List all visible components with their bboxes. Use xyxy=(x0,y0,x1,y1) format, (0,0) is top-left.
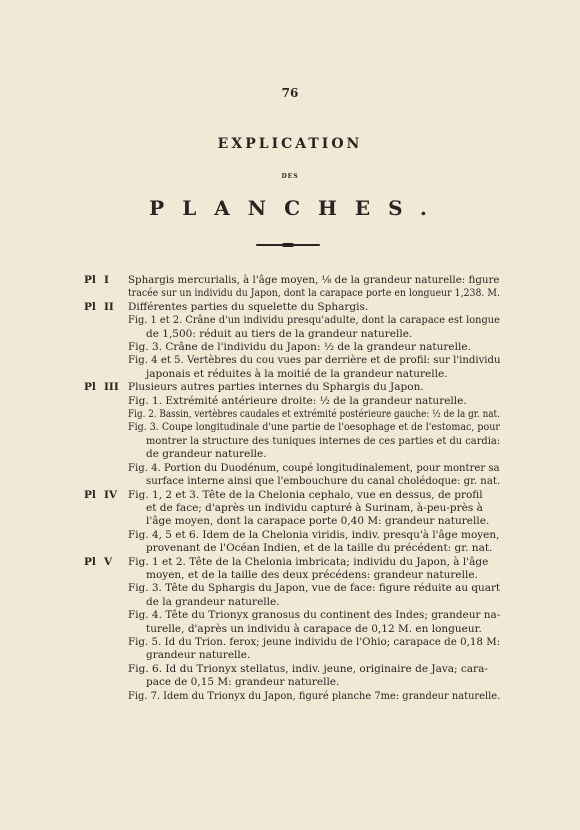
plate-label: Pl xyxy=(84,300,96,313)
heading-des: DES xyxy=(281,173,299,180)
plate-number: III xyxy=(104,381,119,394)
heading-planches: PLANCHES. xyxy=(149,196,445,220)
entry-line xyxy=(0,421,580,434)
entry-text: turelle, d'après un individu à carapace de 0,12 M. en longueur. xyxy=(146,622,482,635)
entry-text: Fig. 4. Tête du Trionyx granosus du continent des Indes; grandeur na- xyxy=(128,609,501,622)
entry-line xyxy=(0,690,580,703)
entry-line xyxy=(0,489,580,502)
entry-text: Fig. 3. Coupe longitudinale d'une partie de l'oesophage et de l'estomac, pour xyxy=(128,421,500,434)
entry-line xyxy=(0,663,580,676)
entry-text: moyen, et de la taille des deux précédens: grandeur naturelle. xyxy=(146,568,478,581)
entry-line xyxy=(0,515,580,528)
plate-number: V xyxy=(104,555,113,568)
entry-line xyxy=(0,354,580,367)
entry-line xyxy=(0,314,580,327)
entry-line xyxy=(0,475,580,488)
entry-text: Fig. 5. Id du Trion. ferox; jeune individu de l'Ohio; carapace de 0,18 M: xyxy=(128,635,501,648)
entry-text: grandeur naturelle. xyxy=(146,649,251,662)
entry-text: japonais et réduites à la moitié de la grandeur naturelle. xyxy=(146,367,448,380)
entry-text: de 1,500: réduit au tiers de la grandeur naturelle. xyxy=(146,327,413,340)
entry-line xyxy=(0,676,580,689)
entry-text: et de face; d'après un individu capturé à Surinam, à-peu-près à xyxy=(146,501,483,514)
entry-text: montrer la structure des tuniques internes de ces parties et du cardia: xyxy=(146,434,501,447)
entry-text: l'âge moyen, dont la carapace porte 0,40 M: grandeur naturelle. xyxy=(146,515,490,528)
entry-text: Fig. 1, 2 et 3. Tête de la Chelonia cephalo, vue en dessus, de profil xyxy=(128,488,483,501)
plate-number: I xyxy=(104,274,109,286)
plate-number: IV xyxy=(104,488,118,501)
entry-text: Fig. 2. Bassin, vertèbres caudales et extrémité postérieure gauche: ½ de la gr. nat. xyxy=(128,408,500,421)
entry-text: Différentes parties du squelette du Sphargis. xyxy=(128,300,369,313)
entry-text: Fig. 7. Idem du Trionyx du Japon, figuré planche 7me: grandeur naturelle. xyxy=(128,689,501,702)
plate-label: Pl xyxy=(84,488,96,501)
ornamental-rule xyxy=(256,244,320,246)
plate-label: Pl xyxy=(84,555,96,568)
entry-line xyxy=(0,502,580,515)
entry-text: de grandeur naturelle. xyxy=(146,448,267,461)
entry-line xyxy=(0,341,580,354)
heading-explication: EXPLICATION xyxy=(217,136,363,152)
entry-line xyxy=(0,395,580,408)
entry-text: Fig. 4, 5 et 6. Idem de la Chelonia viridis, indiv. presqu'à l'âge moyen, xyxy=(128,528,500,541)
entry-line xyxy=(0,556,580,569)
plate-number: II xyxy=(104,300,114,313)
entry-line xyxy=(0,328,580,341)
entry-text: Fig. 3. Tête du Sphargis du Japon, vue de face: figure réduite au quart xyxy=(128,582,501,595)
entry-line xyxy=(0,582,580,595)
entry-line xyxy=(0,596,580,609)
entry-text: Fig. 6. Id du Trionyx stellatus, indiv. jeune, originaire de Java; cara- xyxy=(128,662,488,675)
plate-explanations xyxy=(0,274,580,703)
entry-text: Fig. 1. Extrémité antérieure droite: ½ de la grandeur naturelle. xyxy=(128,394,467,407)
entry-line xyxy=(0,623,580,636)
entry-text: de la grandeur naturelle. xyxy=(146,595,280,608)
entry-line xyxy=(0,408,580,421)
entry-text: tracée sur un individu du Japon, dont la carapace porte en longueur 1,238. M. xyxy=(128,287,500,300)
entry-text: Fig. 4. Portion du Duodénum, coupé longitudinalement, pour montrer sa xyxy=(128,461,500,474)
entry-text: Fig. 1 et 2. Crâne d'un individu presqu'adulte, dont la carapace est longue xyxy=(128,314,500,327)
entry-line xyxy=(0,448,580,461)
page-number: 76 xyxy=(281,86,299,100)
entry-line xyxy=(0,569,580,582)
entry-line xyxy=(0,462,580,475)
entry-line xyxy=(0,435,580,448)
entry-text: Plusieurs autres parties internes du Sphargis du Japon. xyxy=(128,381,424,394)
entry-text: surface interne ainsi que l'embouchure du canal cholédoque: gr. nat. xyxy=(146,475,501,488)
plate-label: Pl xyxy=(84,274,96,286)
entry-text: Sphargis mercurialis, à l'âge moyen, ⅛ de la grandeur naturelle: figure xyxy=(128,274,500,286)
entry-text: Fig. 4 et 5. Vertèbres du cou vues par derrière et de profil: sur l'individu xyxy=(128,354,501,367)
plate-label: Pl xyxy=(84,381,96,394)
entry-line xyxy=(0,301,580,314)
entry-text: Fig. 1 et 2. Tête de la Chelonia imbricata; individu du Japon, à l'âge xyxy=(128,555,489,568)
entry-line xyxy=(0,529,580,542)
entry-line xyxy=(0,274,580,287)
entry-line xyxy=(0,609,580,622)
entry-line xyxy=(0,636,580,649)
entry-line xyxy=(0,381,580,394)
entry-text: Fig. 3. Crâne de l'individu du Japon: ½ de la grandeur naturelle. xyxy=(128,341,471,354)
entry-line xyxy=(0,287,580,300)
entry-text: provenant de l'Océan Indien, et de la taille du précédent: gr. nat. xyxy=(146,542,493,555)
entry-line xyxy=(0,368,580,381)
entry-line xyxy=(0,542,580,555)
entry-text: pace de 0,15 M: grandeur naturelle. xyxy=(146,676,340,689)
entry-line xyxy=(0,649,580,662)
